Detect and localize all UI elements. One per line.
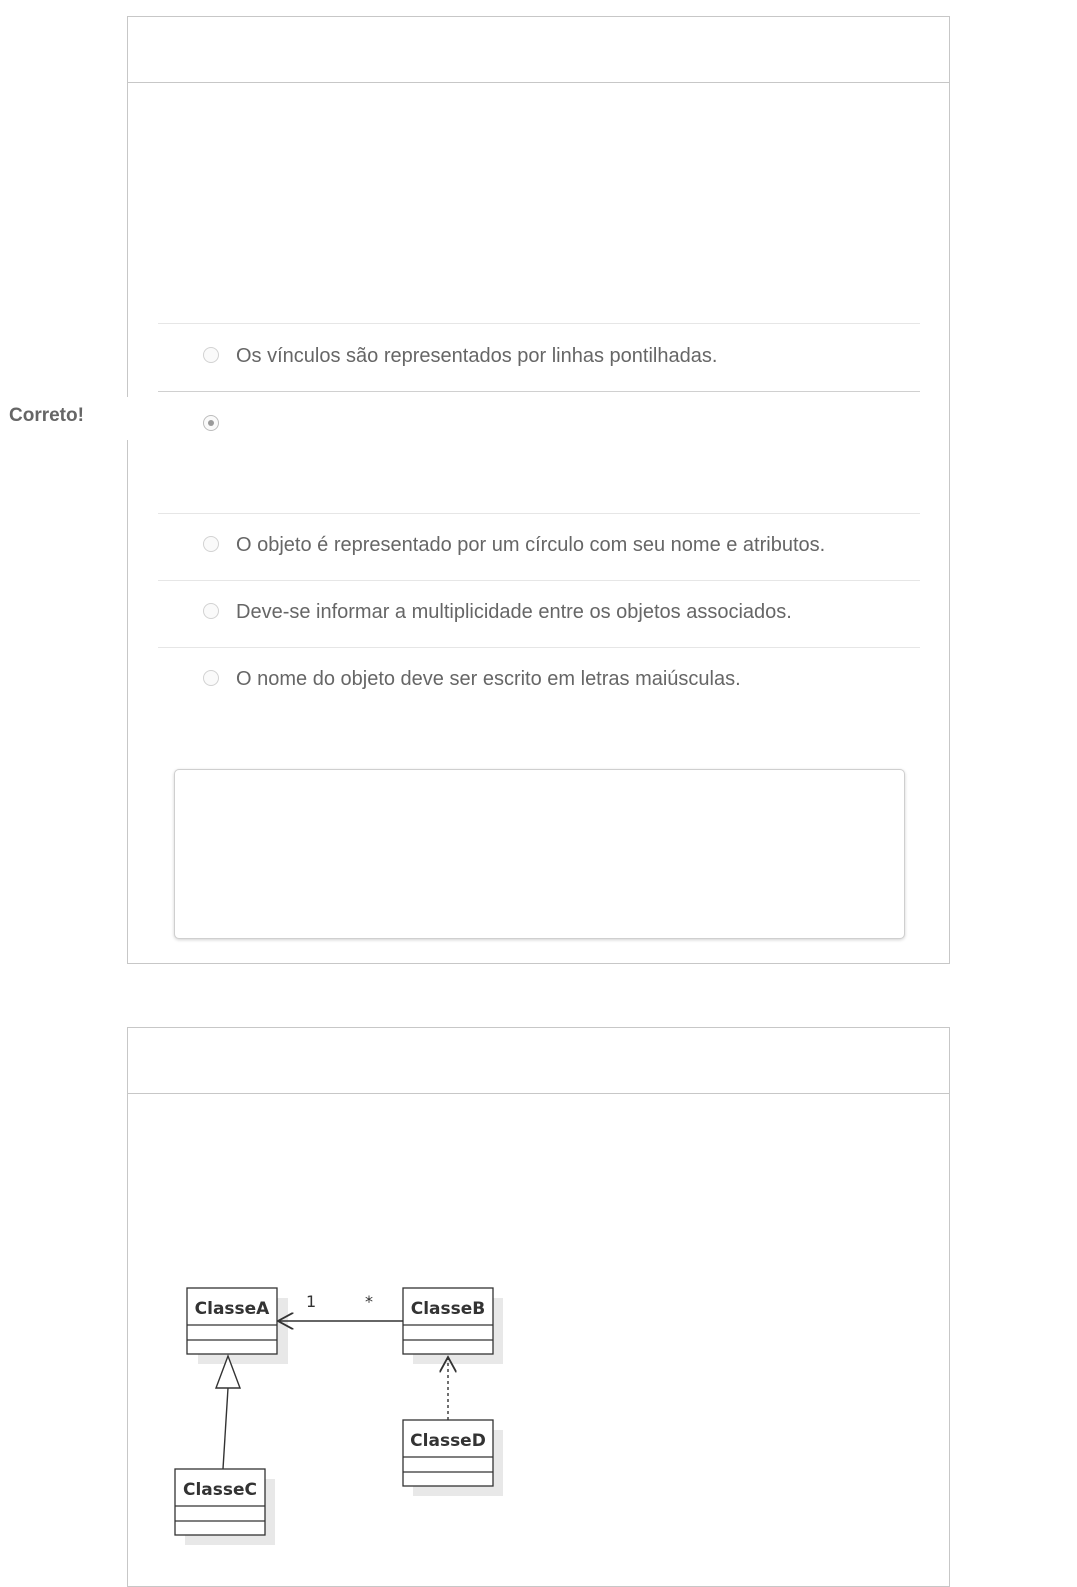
question-card-1 — [127, 16, 950, 964]
multiplicity-b: * — [365, 1292, 373, 1311]
radio-button[interactable] — [203, 347, 219, 363]
answer-text: O objeto é representado por um círculo com seu nome e atributos. — [236, 534, 826, 556]
class-name-a: ClasseA — [194, 1299, 270, 1319]
class-name-c: ClasseC — [182, 1480, 258, 1500]
class-box-a — [187, 1288, 288, 1364]
generalization-line — [223, 1388, 228, 1469]
radio-button[interactable] — [203, 670, 219, 686]
question-header — [128, 17, 949, 83]
correct-label: Correto! — [9, 405, 84, 426]
uml-class-diagram — [168, 1278, 568, 1578]
answer-option[interactable] — [158, 513, 920, 580]
correct-indicator-gap — [127, 397, 128, 440]
question-card-2 — [127, 1027, 950, 1587]
class-box-d — [403, 1420, 503, 1496]
feedback-box — [174, 769, 905, 939]
answer-option[interactable] — [158, 580, 920, 647]
answer-option-selected[interactable] — [158, 391, 920, 513]
answer-option[interactable] — [158, 323, 920, 391]
class-box-b — [403, 1288, 503, 1364]
answer-text: O nome do objeto deve ser escrito em letras maiúsculas. — [236, 668, 741, 690]
answer-option[interactable] — [158, 647, 920, 714]
radio-button[interactable] — [203, 603, 219, 619]
multiplicity-a: 1 — [306, 1292, 317, 1311]
answer-text: Os vínculos são representados por linhas pontilhadas. — [236, 345, 718, 367]
class-box-c — [175, 1469, 275, 1545]
radio-button[interactable] — [203, 536, 219, 552]
answer-text: Deve-se informar a multiplicidade entre os objetos associados. — [236, 601, 792, 623]
radio-button-checked[interactable] — [203, 415, 219, 431]
class-name-d: ClasseD — [410, 1431, 486, 1451]
class-name-b: ClasseB — [410, 1299, 486, 1319]
question-header — [128, 1028, 949, 1094]
